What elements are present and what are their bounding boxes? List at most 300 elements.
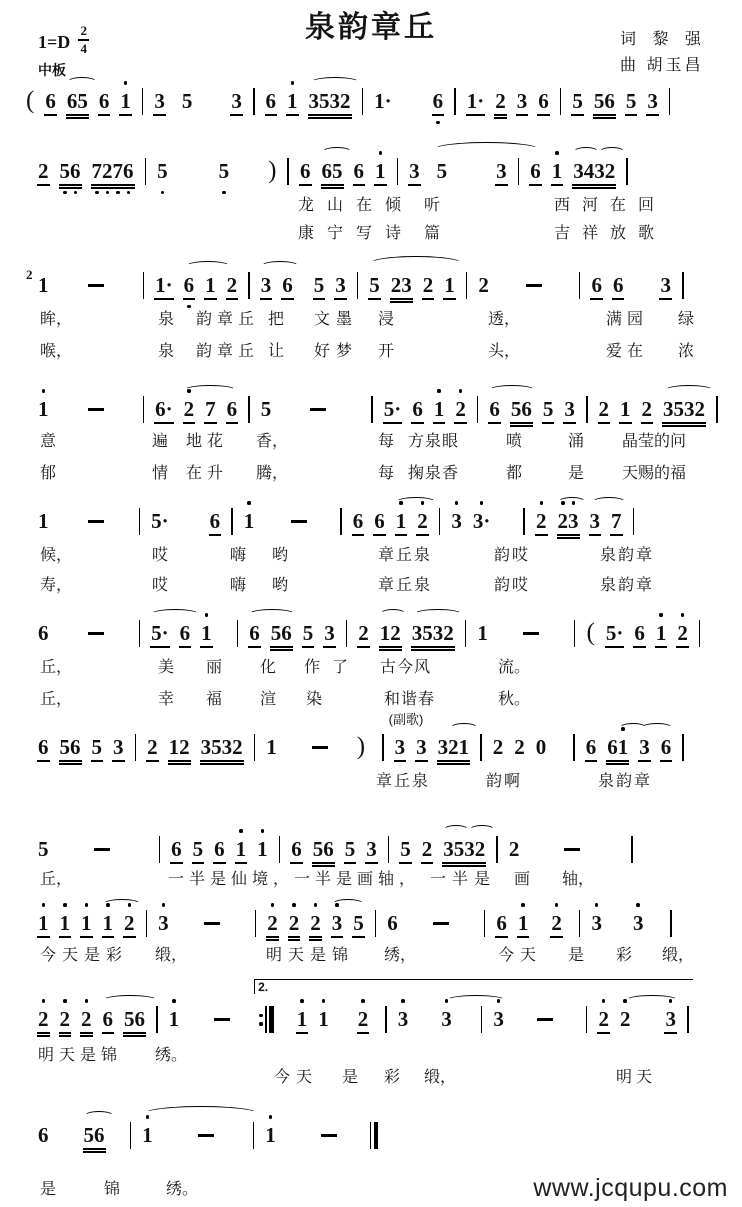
lyric-line <box>0 1068 742 1090</box>
note-digit: 5 <box>369 273 380 297</box>
barline <box>682 734 684 761</box>
barline <box>159 836 161 863</box>
sustain-dash <box>321 1134 337 1137</box>
note <box>369 272 380 298</box>
beam-line <box>598 422 611 424</box>
note <box>530 158 541 184</box>
beam-line <box>66 117 89 119</box>
barline <box>560 88 562 115</box>
watermark-url: www.jcqupu.com <box>533 1174 728 1202</box>
decor <box>205 613 209 617</box>
beam-line <box>551 184 564 186</box>
note <box>633 910 644 936</box>
beam-line <box>59 763 82 765</box>
note <box>201 734 243 760</box>
octave-dot-above <box>38 389 49 393</box>
note-digit: 6· <box>155 397 173 421</box>
decor <box>269 1006 274 1033</box>
barline <box>346 620 348 647</box>
lyric-line <box>0 690 742 712</box>
decor <box>540 501 544 505</box>
beam-line <box>535 534 548 536</box>
lyric-line <box>0 946 742 968</box>
beam-line <box>80 936 93 938</box>
barline <box>143 396 145 423</box>
slur <box>380 609 406 619</box>
slur <box>311 77 359 87</box>
note <box>309 88 351 114</box>
note <box>103 910 114 936</box>
note <box>92 158 134 184</box>
barline <box>586 396 588 423</box>
beam-line <box>102 1032 115 1034</box>
lyric: 画 <box>514 871 531 888</box>
note-digit: 3 <box>441 1007 452 1031</box>
note <box>38 1122 49 1148</box>
octave-dot-above <box>536 501 547 505</box>
note <box>169 734 190 760</box>
note <box>391 272 412 298</box>
note <box>184 272 195 298</box>
barline <box>139 508 141 535</box>
phrase-paren: ( <box>586 619 595 646</box>
note-digit: 5 <box>400 837 411 861</box>
lyric: 章丘泉 <box>376 773 431 790</box>
lyric: 掬泉香 <box>408 465 460 482</box>
note-digit: 3 <box>409 159 420 183</box>
lyric: 福 <box>206 691 223 708</box>
beam-line <box>466 114 486 116</box>
lyric: 哟 <box>272 547 289 564</box>
note <box>289 910 300 936</box>
note-digit: 2 <box>536 509 547 533</box>
barline <box>254 734 256 761</box>
lyric: 韵哎 <box>494 547 531 564</box>
slur <box>67 77 97 87</box>
note-digit: 2 <box>357 1007 369 1031</box>
octave-dot-above <box>656 613 667 617</box>
slur <box>469 825 495 835</box>
beam-line <box>437 763 471 765</box>
lyric-line <box>0 342 742 364</box>
beam-line <box>91 760 104 762</box>
beam-line <box>102 936 115 938</box>
note-digit: 1 <box>318 1007 329 1031</box>
lyric: 哟 <box>272 577 289 594</box>
lyric: 开 <box>378 343 395 360</box>
beam-line <box>80 1035 93 1037</box>
beam-line <box>662 425 706 427</box>
beam-line <box>542 422 555 424</box>
notes-row <box>26 267 684 299</box>
beam-line <box>495 936 508 938</box>
note-digit: 5 <box>572 89 583 113</box>
note <box>60 158 81 184</box>
note <box>586 734 597 760</box>
octave-dot-above <box>267 903 278 907</box>
beam-line <box>606 763 629 765</box>
lyric: 韵章丘 <box>196 343 260 360</box>
note <box>219 158 230 184</box>
note-digit: 1 <box>517 911 529 935</box>
lyric: 章丘泉 <box>378 577 433 594</box>
beam-line <box>605 646 625 648</box>
note-digit: 6 <box>612 273 624 297</box>
note <box>103 1006 114 1032</box>
beam-line <box>123 936 136 938</box>
note <box>620 1006 631 1032</box>
note <box>661 734 672 760</box>
barline <box>626 158 628 185</box>
beam-line <box>662 422 706 424</box>
beam-line <box>610 534 623 536</box>
lyric: 哎 <box>152 577 169 594</box>
note-digit: 2 <box>38 159 49 183</box>
note-digit: 1 <box>142 1123 153 1147</box>
sustain-dash <box>523 632 539 635</box>
octave-dot-below <box>60 191 81 195</box>
note <box>375 158 386 184</box>
barline <box>579 910 581 937</box>
beam-line <box>270 646 293 648</box>
decor <box>459 389 463 393</box>
notes-row <box>26 88 670 115</box>
barline <box>253 1122 255 1149</box>
octave-dot-above <box>265 1115 276 1119</box>
slur <box>558 497 586 507</box>
note <box>193 836 204 862</box>
note-digit: 56 <box>83 1123 105 1147</box>
note-digit: 2 <box>478 273 489 297</box>
note <box>656 620 667 646</box>
notes-row <box>38 836 633 863</box>
octave-dot-above <box>236 829 247 833</box>
lyric: 彩 <box>384 1069 401 1086</box>
beam-line <box>179 646 192 648</box>
beam-line <box>593 114 616 116</box>
note <box>358 1006 369 1032</box>
note <box>388 712 424 760</box>
note-digit: 1 <box>38 509 49 533</box>
decor <box>271 903 275 907</box>
lyric: 渲 <box>260 691 277 708</box>
note-digit: 3 <box>639 735 650 759</box>
note <box>677 620 688 646</box>
barline <box>633 508 635 535</box>
note <box>155 272 173 298</box>
barline <box>466 272 468 299</box>
decor <box>595 903 599 907</box>
note-digit: 2 <box>226 273 238 297</box>
beam-line <box>433 422 446 424</box>
decor <box>436 121 440 125</box>
note <box>543 396 554 422</box>
decor <box>497 999 501 1003</box>
decor <box>602 999 606 1003</box>
note <box>438 734 470 760</box>
lyric: 染 <box>306 691 323 708</box>
beam-line <box>550 936 563 938</box>
note-digit: 1 <box>265 1123 276 1147</box>
beam-line <box>235 862 248 864</box>
beam-line <box>646 114 659 116</box>
beam-line <box>37 184 50 186</box>
note-digit: 2 <box>514 735 525 759</box>
note <box>591 272 602 298</box>
barline <box>573 734 575 761</box>
note-digit: 6 <box>38 1123 49 1147</box>
slur <box>103 995 157 1005</box>
lyric: 腾， <box>256 465 289 482</box>
decor <box>455 501 459 505</box>
beam-line <box>437 760 471 762</box>
notes-row <box>38 508 634 535</box>
beam-line <box>379 649 402 651</box>
lyric-line <box>0 224 742 246</box>
octave-dot-below <box>157 191 168 195</box>
note <box>396 508 407 534</box>
note <box>639 734 650 760</box>
beam-line <box>309 936 322 938</box>
beam-line <box>312 865 335 867</box>
note-digit: 3 <box>665 1007 676 1031</box>
octave-dot-above <box>158 903 169 907</box>
beam-line <box>625 114 638 116</box>
barline <box>481 1006 483 1033</box>
note-digit: 12 <box>379 621 401 645</box>
lyric: 是 <box>568 947 585 964</box>
note <box>599 396 610 422</box>
barline <box>465 620 467 647</box>
note <box>374 88 392 114</box>
beam-line <box>334 298 347 300</box>
octave-dot-above <box>417 501 428 505</box>
note <box>572 88 583 114</box>
octave-dot-above <box>633 903 644 907</box>
beam-line <box>442 862 486 864</box>
beam-line <box>66 114 89 116</box>
barline <box>682 272 684 299</box>
lyric: 彩 <box>616 947 633 964</box>
beam-line <box>302 646 315 648</box>
note <box>607 734 628 760</box>
beam-line <box>572 184 616 186</box>
note <box>433 88 444 114</box>
beam-line <box>299 184 312 186</box>
lyric-line <box>0 870 742 892</box>
lyric: 今天 <box>274 1069 319 1086</box>
note-digit: 3· <box>472 509 491 533</box>
note-digit: 1 <box>257 837 268 861</box>
barline <box>699 620 701 647</box>
note-digit: 2 <box>183 397 195 421</box>
beam-line <box>226 422 239 424</box>
sustain-dash <box>312 746 328 749</box>
octave-dot-above <box>398 999 409 1003</box>
beam-line <box>383 422 403 424</box>
lyric: 爱在 <box>606 343 649 360</box>
lyric: 一半是 <box>430 871 497 888</box>
note-digit: 3 <box>331 911 343 935</box>
note-digit: 2 <box>38 1007 49 1031</box>
note <box>353 508 364 534</box>
octave-dot-above <box>60 903 71 907</box>
note <box>455 396 466 422</box>
octave-dot-above <box>318 999 329 1003</box>
note-digit: 6 <box>387 911 398 935</box>
note <box>142 1122 153 1148</box>
beam-line <box>44 114 57 116</box>
note <box>345 836 356 862</box>
notes-row <box>38 1122 378 1149</box>
slur <box>592 497 626 507</box>
sustain-dash <box>88 632 104 635</box>
lyric-line <box>0 576 742 598</box>
lyric: 天赐的福 <box>622 465 687 482</box>
octave-dot-above <box>677 613 688 617</box>
lyric: 绣。 <box>166 1181 199 1198</box>
beam-line <box>288 939 301 941</box>
lyric: 遍 <box>152 433 169 450</box>
note <box>261 396 272 422</box>
note <box>265 1122 276 1148</box>
lyric: 丘， <box>40 691 73 708</box>
lyric: 化 <box>260 659 277 676</box>
lyric: 缎， <box>424 1069 457 1086</box>
note-digit: 65 <box>66 89 88 113</box>
lyric: 丽 <box>206 659 223 676</box>
note-digit: 1 <box>655 621 667 645</box>
note <box>151 508 169 534</box>
beam-line <box>91 184 135 186</box>
note-digit: 1 <box>81 911 92 935</box>
beam-line <box>357 646 370 648</box>
note <box>313 836 334 862</box>
note <box>38 508 49 534</box>
tempo-marking: 中板 <box>38 62 66 78</box>
note-digit: 56 <box>593 89 615 113</box>
decor <box>265 1006 267 1033</box>
note <box>634 620 645 646</box>
barline <box>248 396 250 423</box>
note <box>642 396 653 422</box>
note <box>511 396 532 422</box>
lyric: 丘， <box>40 871 73 888</box>
note <box>205 396 216 422</box>
note <box>151 620 169 646</box>
octave-dot-above <box>38 903 49 907</box>
note <box>626 88 637 114</box>
note-digit: 5· <box>151 509 169 533</box>
lyric: 满园 <box>606 311 649 328</box>
octave-dot-above <box>60 999 71 1003</box>
note <box>38 836 49 862</box>
note <box>573 158 615 184</box>
beam-line <box>170 862 183 864</box>
lyric: 寿， <box>40 577 73 594</box>
note <box>60 910 71 936</box>
note-digit: 3 <box>660 273 671 297</box>
note-digit: 6 <box>45 89 56 113</box>
lyric: 意 <box>40 433 57 450</box>
decor <box>401 999 405 1003</box>
beam-line <box>593 117 616 119</box>
note-digit: 3 <box>397 1007 409 1031</box>
barline <box>362 88 364 115</box>
note-digit: 2 <box>677 621 688 645</box>
lyric: 在升 <box>186 465 229 482</box>
note-digit: 6 <box>291 837 302 861</box>
beam-line <box>154 422 174 424</box>
note <box>412 620 454 646</box>
note <box>517 88 528 114</box>
note-digit: 321 <box>437 735 470 759</box>
slur <box>184 385 236 395</box>
beam-line <box>204 422 217 424</box>
note-digit: 3 <box>493 1007 504 1031</box>
note-digit: 12 <box>168 735 190 759</box>
beam-line <box>59 760 82 762</box>
note <box>266 734 277 760</box>
beam-line <box>192 862 205 864</box>
note-digit: 2 <box>81 1007 92 1031</box>
beam-line <box>308 114 352 116</box>
lyric: 今天 <box>498 947 543 964</box>
note-digit: 1 <box>395 509 407 533</box>
lyric: 每 <box>378 465 395 482</box>
sustain-dash <box>88 408 104 411</box>
note-digit: 1 <box>38 911 49 935</box>
decor <box>300 999 304 1003</box>
note-digit: 6 <box>489 397 500 421</box>
slur <box>332 899 364 909</box>
lyric: 缎， <box>662 947 695 964</box>
barline <box>371 396 373 423</box>
barline <box>496 836 498 863</box>
beam-line <box>80 1032 93 1034</box>
note <box>84 1122 105 1148</box>
beam-line <box>353 184 366 186</box>
lyric: 哎 <box>152 547 169 564</box>
beam-line <box>37 760 50 762</box>
beam-line <box>352 534 365 536</box>
lyric: 一半是画轴， <box>294 871 421 888</box>
slur <box>443 825 469 835</box>
beam-line <box>150 646 170 648</box>
final-barline <box>370 1122 379 1149</box>
lyric: 泉韵章 <box>598 773 653 790</box>
beam-line <box>286 114 299 116</box>
barline <box>382 734 384 761</box>
beam-line <box>415 760 428 762</box>
octave-dot-above <box>120 81 131 85</box>
note <box>538 88 549 114</box>
note <box>322 158 343 184</box>
beam-line <box>59 936 72 938</box>
lyric: 嗨 <box>230 577 247 594</box>
note <box>297 1006 308 1032</box>
beam-line <box>308 117 352 119</box>
note-digit: 56 <box>312 837 334 861</box>
note <box>451 508 462 534</box>
note-digit: 3432 <box>573 159 616 183</box>
note <box>261 272 272 298</box>
note <box>38 158 49 184</box>
beam-line <box>119 114 132 116</box>
octave-dot-above <box>591 903 602 907</box>
note <box>514 734 525 760</box>
lyric: 康宁写诗 <box>298 225 415 242</box>
